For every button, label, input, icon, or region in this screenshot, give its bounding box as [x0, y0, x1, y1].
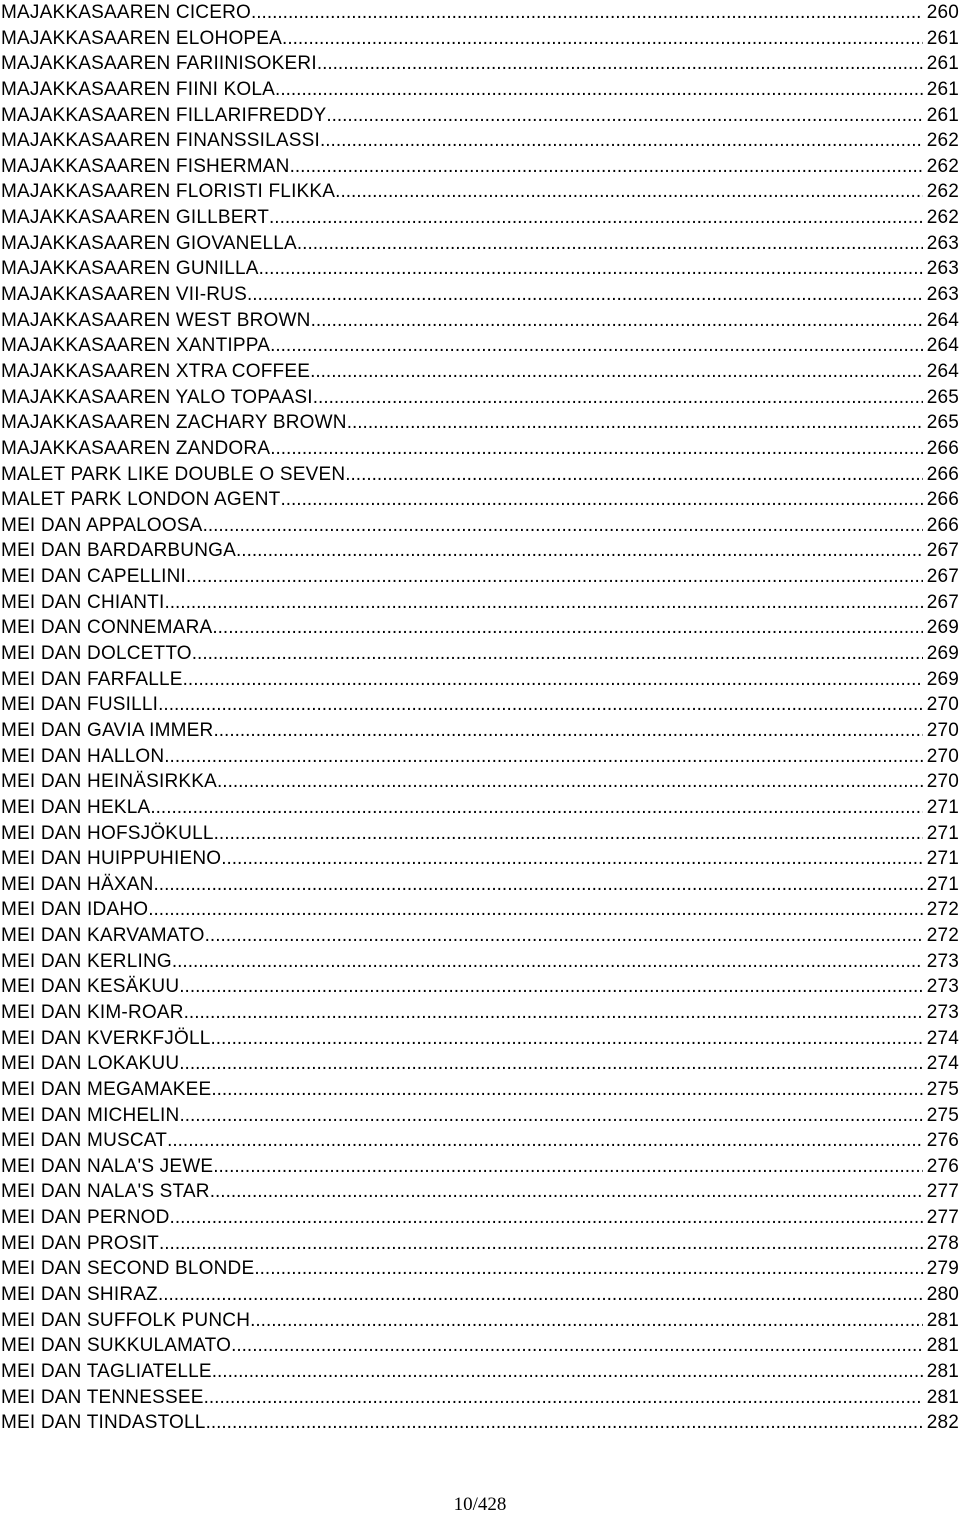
index-entry — [0, 1410, 960, 1436]
entry-page: 266 — [926, 489, 959, 511]
index-entry — [0, 949, 960, 975]
entry-name: MAJAKKASAAREN FINANSSILASSI — [1, 130, 320, 152]
entry-page: 267 — [926, 540, 959, 562]
dot-leader — [210, 1179, 923, 1205]
dot-leader — [280, 487, 922, 513]
entry-name: MAJAKKASAAREN WEST BROWN — [1, 309, 311, 331]
dot-leader — [212, 615, 922, 641]
entry-name: MAJAKKASAAREN CICERO — [1, 2, 251, 23]
entry-name: MAJAKKASAAREN FARIINISOKERI — [1, 53, 317, 75]
entry-page: 276 — [926, 1155, 959, 1177]
index-entry — [0, 1205, 960, 1231]
index-entry — [0, 1231, 960, 1257]
index-entry — [0, 718, 960, 744]
dot-leader — [183, 667, 923, 693]
entry-page: 281 — [926, 1386, 959, 1408]
entry-page: 262 — [926, 155, 959, 177]
index-entry — [0, 1256, 960, 1282]
dot-leader — [347, 410, 923, 436]
index-entry — [0, 1051, 960, 1077]
index-entry — [0, 1308, 960, 1334]
dot-leader — [167, 1128, 923, 1154]
entry-name: MEI DAN BARDARBUNGA — [1, 540, 237, 562]
dot-leader — [345, 462, 922, 488]
dot-leader — [335, 179, 923, 205]
entry-name: MEI DAN TENNESSEE — [1, 1386, 204, 1408]
dot-leader — [170, 1205, 923, 1231]
index-entry — [0, 641, 960, 667]
entry-page: 270 — [926, 745, 959, 767]
entry-page: 265 — [926, 412, 959, 434]
dot-leader — [179, 1103, 922, 1129]
entry-page: 282 — [926, 1412, 959, 1434]
entry-name: MEI DAN NALA'S STAR — [1, 1181, 210, 1203]
entry-page: 272 — [926, 925, 959, 947]
dot-leader — [270, 436, 922, 462]
entry-page: 281 — [926, 1309, 959, 1331]
index-entry — [0, 1026, 960, 1052]
dot-leader — [214, 821, 923, 847]
entry-name: MEI DAN HUIPPUHIENO — [1, 848, 222, 870]
entry-name: MALET PARK LIKE DOUBLE O SEVEN — [1, 463, 346, 485]
dot-leader — [282, 26, 923, 52]
dot-leader — [247, 282, 923, 308]
entry-name: MEI DAN NALA'S JEWE — [1, 1155, 214, 1177]
dot-leader — [213, 718, 922, 744]
dot-leader — [275, 77, 923, 103]
dot-leader — [254, 1256, 922, 1282]
index-entry — [0, 1103, 960, 1129]
entry-name: MEI DAN HEKLA — [1, 796, 151, 818]
entry-page: 269 — [926, 643, 959, 665]
entry-name: MEI DAN MICHELIN — [1, 1104, 180, 1126]
dot-leader — [310, 359, 923, 385]
index-entry — [0, 436, 960, 462]
index-entry — [0, 282, 960, 308]
entry-name: MEI DAN TAGLIATELLE — [1, 1360, 212, 1382]
entry-name: MEI DAN SUKKULAMATO — [1, 1335, 232, 1357]
index-entry — [0, 538, 960, 564]
entry-page: 264 — [926, 360, 959, 382]
entry-name: MEI DAN PERNOD — [1, 1207, 170, 1229]
entry-page: 263 — [926, 258, 959, 280]
entry-page: 264 — [926, 335, 959, 357]
entry-page: 267 — [926, 591, 959, 613]
index-entry — [0, 205, 960, 231]
entry-name: MEI DAN APPALOOSA — [1, 514, 203, 536]
dot-leader — [192, 641, 923, 667]
entry-name: MEI DAN KESÄKUU — [1, 976, 180, 998]
entry-page: 266 — [926, 437, 959, 459]
dot-leader — [164, 744, 922, 770]
dot-leader — [221, 846, 922, 872]
entry-page: 277 — [926, 1207, 959, 1229]
index-entry — [0, 256, 960, 282]
entry-name: MAJAKKASAAREN YALO TOPAASI — [1, 386, 313, 408]
index-entry — [0, 564, 960, 590]
entry-page: 278 — [926, 1232, 959, 1254]
entry-name: MEI DAN SUFFOLK PUNCH — [1, 1309, 251, 1331]
index-entry — [0, 308, 960, 334]
entry-name: MAJAKKASAAREN XANTIPPA — [1, 335, 271, 357]
dot-leader — [217, 769, 923, 795]
index-entry — [0, 692, 960, 718]
index-entry — [0, 462, 960, 488]
index-entry — [0, 77, 960, 103]
entry-page: 261 — [926, 53, 959, 75]
dot-leader — [206, 1410, 923, 1436]
dot-leader — [150, 795, 922, 821]
index-entry — [0, 821, 960, 847]
dot-leader — [148, 897, 922, 923]
entry-name: MEI DAN CHIANTI — [1, 591, 165, 613]
index-entry — [0, 26, 960, 52]
dot-leader — [231, 1333, 923, 1359]
dot-leader — [269, 205, 923, 231]
index-entry — [0, 923, 960, 949]
entry-page: 277 — [926, 1181, 959, 1203]
entry-page: 260 — [926, 2, 959, 23]
entry-name: MEI DAN DOLCETTO — [1, 643, 192, 665]
index-entry — [0, 0, 960, 26]
entry-page: 265 — [926, 386, 959, 408]
entry-name: MAJAKKASAAREN GILLBERT — [1, 207, 270, 229]
entry-page: 271 — [926, 796, 959, 818]
entry-page: 273 — [926, 976, 959, 998]
entry-name: MAJAKKASAAREN XTRA COFFEE — [1, 360, 311, 382]
entry-page: 261 — [926, 104, 959, 126]
index-entry — [0, 487, 960, 513]
index-entry — [0, 128, 960, 154]
entry-page: 264 — [926, 309, 959, 331]
entry-name: MEI DAN TINDASTOLL — [1, 1412, 206, 1434]
dot-leader — [205, 923, 923, 949]
entry-page: 280 — [926, 1284, 959, 1306]
entry-page: 271 — [926, 822, 959, 844]
entry-page: 263 — [926, 284, 959, 306]
dot-leader — [297, 231, 923, 257]
entry-page: 266 — [926, 463, 959, 485]
index-entry — [0, 1333, 960, 1359]
dot-leader — [203, 513, 923, 539]
entry-name: MAJAKKASAAREN FIINI KOLA — [1, 78, 276, 100]
dot-leader — [158, 1282, 923, 1308]
index-entry — [0, 872, 960, 898]
index-entry — [0, 513, 960, 539]
entry-page: 261 — [926, 27, 959, 49]
entry-name: MAJAKKASAAREN ZACHARY BROWN — [1, 412, 347, 434]
entry-name: MAJAKKASAAREN FILLARIFREDDY — [1, 104, 327, 126]
entry-page: 269 — [926, 617, 959, 639]
index-entry — [0, 1154, 960, 1180]
entry-name: MEI DAN HALLON — [1, 745, 165, 767]
dot-leader — [211, 1077, 922, 1103]
dot-leader — [213, 1154, 922, 1180]
entry-name: MEI DAN IDAHO — [1, 899, 149, 921]
index-entry — [0, 667, 960, 693]
entry-page: 262 — [926, 207, 959, 229]
entry-name: MEI DAN GAVIA IMMER — [1, 719, 214, 741]
entry-page: 274 — [926, 1027, 959, 1049]
index-entry — [0, 154, 960, 180]
dot-leader — [204, 1385, 923, 1411]
dot-leader — [236, 538, 923, 564]
entry-page: 270 — [926, 694, 959, 716]
index-entry — [0, 769, 960, 795]
entry-page: 275 — [926, 1104, 959, 1126]
index-entry — [0, 1128, 960, 1154]
entry-name: MEI DAN FUSILLI — [1, 694, 159, 716]
entry-name: MAJAKKASAAREN VII-RUS — [1, 284, 247, 306]
entry-name: MEI DAN HÄXAN — [1, 873, 154, 895]
entry-name: MEI DAN MUSCAT — [1, 1130, 168, 1152]
entry-name: MEI DAN MEGAMAKEE — [1, 1078, 212, 1100]
entry-page: 266 — [926, 514, 959, 536]
entry-name: MAJAKKASAAREN GUNILLA — [1, 258, 259, 280]
entry-page: 271 — [926, 873, 959, 895]
index-entry — [0, 1282, 960, 1308]
dot-leader — [250, 1308, 923, 1334]
entry-name: MEI DAN LOKAKUU — [1, 1053, 180, 1075]
entry-page: 273 — [926, 1001, 959, 1023]
index-entry — [0, 744, 960, 770]
entry-name: MEI DAN SECOND BLONDE — [1, 1258, 255, 1280]
entry-page: 262 — [926, 130, 959, 152]
entry-page: 273 — [926, 950, 959, 972]
entry-page: 267 — [926, 566, 959, 588]
entry-page: 261 — [926, 78, 959, 100]
index-entry — [0, 179, 960, 205]
entry-name: MEI DAN SHIRAZ — [1, 1284, 158, 1306]
index-entry — [0, 103, 960, 129]
dot-leader — [251, 0, 923, 26]
entry-name: MEI DAN HEINÄSIRKKA — [1, 771, 218, 793]
index-entry — [0, 1000, 960, 1026]
entry-name: MAJAKKASAAREN FLORISTI FLIKKA — [1, 181, 336, 203]
dot-leader — [159, 1231, 923, 1257]
dot-leader — [186, 564, 923, 590]
page-number: 10/428 — [453, 1494, 507, 1515]
entry-page: 271 — [926, 848, 959, 870]
dot-leader — [290, 154, 923, 180]
index-entry — [0, 1385, 960, 1411]
dot-leader — [154, 872, 923, 898]
entry-name: MEI DAN CAPELLINI — [1, 566, 187, 588]
entry-page: 270 — [926, 719, 959, 741]
entry-page: 275 — [926, 1078, 959, 1100]
dot-leader — [270, 333, 923, 359]
entry-page: 263 — [926, 232, 959, 254]
entry-page: 262 — [926, 181, 959, 203]
dot-leader — [313, 385, 923, 411]
entry-page: 270 — [926, 771, 959, 793]
index-entry — [0, 333, 960, 359]
index-entry — [0, 231, 960, 257]
index-entry — [0, 590, 960, 616]
entry-page: 281 — [926, 1360, 959, 1382]
dot-leader — [164, 590, 922, 616]
entry-name: MAJAKKASAAREN ELOHOPEA — [1, 27, 283, 49]
index-entry — [0, 897, 960, 923]
entry-name: MEI DAN HOFSJÖKULL — [1, 822, 214, 844]
entry-name: MEI DAN KVERKFJÖLL — [1, 1027, 211, 1049]
entry-page: 281 — [926, 1335, 959, 1357]
entry-name: MAJAKKASAAREN FISHERMAN — [1, 155, 290, 177]
index-entry — [0, 1359, 960, 1385]
index-entry — [0, 1077, 960, 1103]
index-entry — [0, 51, 960, 77]
index-entry — [0, 385, 960, 411]
dot-leader — [311, 308, 923, 334]
entry-name: MEI DAN KERLING — [1, 950, 172, 972]
entry-page: 269 — [926, 668, 959, 690]
entry-page: 272 — [926, 899, 959, 921]
dot-leader — [210, 1026, 922, 1052]
entry-name: MEI DAN FARFALLE — [1, 668, 183, 690]
index-entry — [0, 410, 960, 436]
entry-page: 274 — [926, 1053, 959, 1075]
index-entry — [0, 974, 960, 1000]
entry-name: MEI DAN CONNEMARA — [1, 617, 213, 639]
index-entry — [0, 846, 960, 872]
dot-leader — [184, 1000, 923, 1026]
dot-leader — [259, 256, 923, 282]
dot-leader — [212, 1359, 923, 1385]
index-entry — [0, 1179, 960, 1205]
dot-leader — [317, 51, 923, 77]
index-entry — [0, 359, 960, 385]
entry-name: MALET PARK LONDON AGENT — [1, 489, 281, 511]
index-entry — [0, 615, 960, 641]
entry-page: 276 — [926, 1130, 959, 1152]
entry-name: MEI DAN KIM-ROAR — [1, 1001, 184, 1023]
dot-leader — [158, 692, 923, 718]
entry-name: MEI DAN KARVAMATO — [1, 925, 205, 947]
entry-name: MAJAKKASAAREN ZANDORA — [1, 437, 271, 459]
dot-leader — [179, 1051, 922, 1077]
entry-name: MEI DAN PROSIT — [1, 1232, 159, 1254]
dot-leader — [326, 103, 922, 129]
dot-leader — [320, 128, 923, 154]
dot-leader — [179, 974, 922, 1000]
entry-name: MAJAKKASAAREN GIOVANELLA — [1, 232, 297, 254]
index-entry — [0, 795, 960, 821]
dot-leader — [172, 949, 923, 975]
entry-page: 279 — [926, 1258, 959, 1280]
